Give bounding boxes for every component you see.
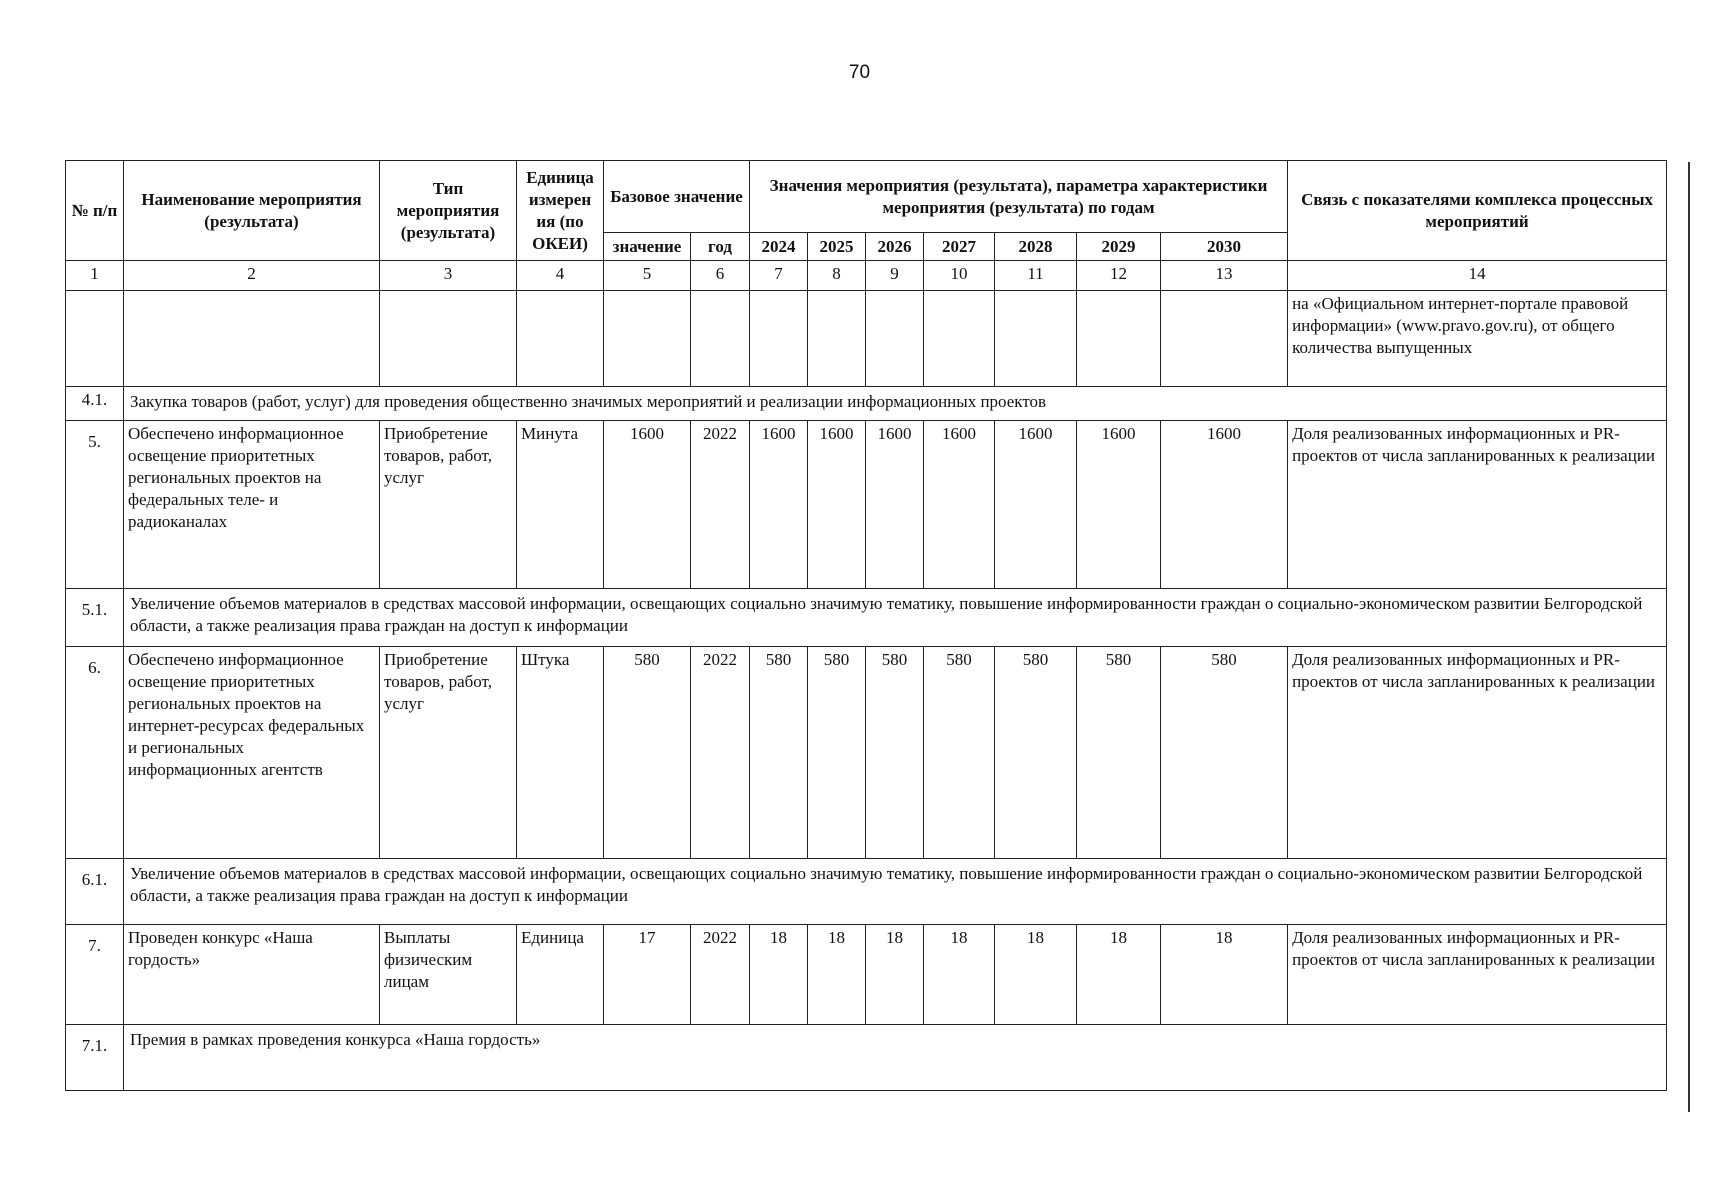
item-type: Выплаты физическим лицам	[380, 925, 517, 1025]
column-number: 3	[380, 261, 517, 291]
section-text: Увеличение объемов материалов в средствах массовой информации, освещающих социально значимую тематику, повышение информированности граждан о социально-экономическом развитии Белгородской области, а также реализация права граждан на доступ к информации	[124, 589, 1667, 647]
column-number: 13	[1161, 261, 1288, 291]
continuation-text: на «Официальном интернет-портале правовой информации» (www.pravo.gov.ru), от общего количества выпущенных	[1288, 291, 1667, 387]
column-number: 6	[691, 261, 750, 291]
header-base-year: год	[691, 233, 750, 261]
column-number: 8	[808, 261, 866, 291]
row-number: 6.	[66, 647, 124, 859]
indicator-link: Доля реализованных информационных и PR-проектов от числа запланированных к реализации	[1288, 647, 1667, 859]
year-value: 580	[1077, 647, 1161, 859]
header-base-value: значение	[604, 233, 691, 261]
year-value: 1600	[924, 421, 995, 589]
year-value: 580	[995, 647, 1077, 859]
section-text: Закупка товаров (работ, услуг) для проведения общественно значимых мероприятий и реализации информационных проектов	[124, 387, 1667, 421]
header-year: 2027	[924, 233, 995, 261]
base-year: 2022	[691, 421, 750, 589]
year-value: 580	[866, 647, 924, 859]
item-type: Приобретение товаров, работ, услуг	[380, 421, 517, 589]
base-value: 17	[604, 925, 691, 1025]
section-row	[66, 859, 1667, 925]
column-number: 9	[866, 261, 924, 291]
year-value: 580	[924, 647, 995, 859]
year-value: 1600	[1077, 421, 1161, 589]
header-name: Наименование мероприятия (результата)	[124, 161, 380, 261]
item-unit: Единица	[517, 925, 604, 1025]
year-value: 18	[1161, 925, 1288, 1025]
table-row	[66, 925, 1667, 1025]
year-value: 18	[924, 925, 995, 1025]
year-value: 580	[808, 647, 866, 859]
header-year: 2030	[1161, 233, 1288, 261]
base-value: 1600	[604, 421, 691, 589]
header-year: 2028	[995, 233, 1077, 261]
header-year: 2029	[1077, 233, 1161, 261]
item-name: Обеспечено информационное освещение приоритетных региональных проектов на федеральных теле- и радиоканалах	[124, 421, 380, 589]
year-value: 18	[1077, 925, 1161, 1025]
year-value: 580	[1161, 647, 1288, 859]
column-number-row	[66, 261, 1667, 291]
item-type: Приобретение товаров, работ, услуг	[380, 647, 517, 859]
section-row	[66, 589, 1667, 647]
header-base: Базовое значение	[604, 161, 750, 233]
item-name: Проведен конкурс «Наша гордость»	[124, 925, 380, 1025]
year-value: 1600	[808, 421, 866, 589]
column-number: 11	[995, 261, 1077, 291]
column-number: 5	[604, 261, 691, 291]
section-text: Увеличение объемов материалов в средствах массовой информации, освещающих социально значимую тематику, повышение информированности граждан о социально-экономическом развитии Белгородской области, а также реализация права граждан на доступ к информации	[124, 859, 1667, 925]
indicator-link: Доля реализованных информационных и PR-проектов от числа запланированных к реализации	[1288, 925, 1667, 1025]
year-value: 18	[808, 925, 866, 1025]
table-row	[66, 647, 1667, 859]
row-number: 5.1.	[66, 589, 124, 647]
header-link: Связь с показателями комплекса процессных мероприятий	[1288, 161, 1667, 261]
header-unit: Единица измерен ия (по ОКЕИ)	[517, 161, 604, 261]
header-year: 2026	[866, 233, 924, 261]
indicator-link: Доля реализованных информационных и PR-проектов от числа запланированных к реализации	[1288, 421, 1667, 589]
year-value: 1600	[1161, 421, 1288, 589]
year-value: 18	[995, 925, 1077, 1025]
base-year: 2022	[691, 925, 750, 1025]
base-value: 580	[604, 647, 691, 859]
header-type: Тип мероприятия (результата)	[380, 161, 517, 261]
column-number: 2	[124, 261, 380, 291]
year-value: 18	[750, 925, 808, 1025]
year-value: 1600	[750, 421, 808, 589]
year-value: 1600	[995, 421, 1077, 589]
column-number: 1	[66, 261, 124, 291]
page-number: 70	[848, 62, 871, 83]
year-value: 1600	[866, 421, 924, 589]
column-number: 10	[924, 261, 995, 291]
header-values-group: Значения мероприятия (результата), параметра характеристики мероприятия (результата) по годам	[750, 161, 1288, 233]
header-num: № п/п	[66, 161, 124, 261]
column-number: 12	[1077, 261, 1161, 291]
row-number: 7.1.	[66, 1025, 124, 1091]
column-number: 14	[1288, 261, 1667, 291]
header-year: 2024	[750, 233, 808, 261]
row-number: 7.	[66, 925, 124, 1025]
table-row	[66, 421, 1667, 589]
measures-table	[65, 160, 1667, 1091]
year-value: 580	[750, 647, 808, 859]
item-unit: Штука	[517, 647, 604, 859]
year-value: 18	[866, 925, 924, 1025]
continuation-row	[66, 291, 1667, 387]
row-number: 5.	[66, 421, 124, 589]
row-number: 4.1.	[66, 387, 124, 421]
item-name: Обеспечено информационное освещение приоритетных региональных проектов на интернет-ресурсах федеральных и региональных информационных агентств	[124, 647, 380, 859]
item-unit: Минута	[517, 421, 604, 589]
section-text: Премия в рамках проведения конкурса «Наша гордость»	[124, 1025, 1667, 1091]
header-year: 2025	[808, 233, 866, 261]
page-border-line	[1688, 162, 1690, 1112]
section-row	[66, 1025, 1667, 1091]
column-number: 7	[750, 261, 808, 291]
row-number: 6.1.	[66, 859, 124, 925]
section-row	[66, 387, 1667, 421]
column-number: 4	[517, 261, 604, 291]
base-year: 2022	[691, 647, 750, 859]
